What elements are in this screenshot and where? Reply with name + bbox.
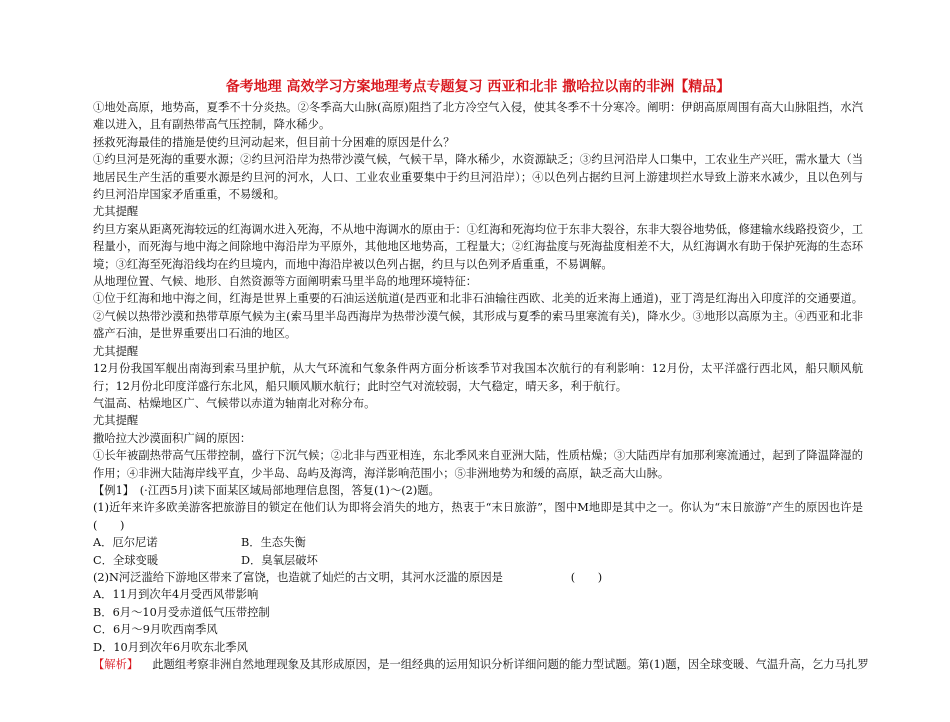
paragraph: ①约旦河是死海的重要水源；②约旦河沿岸为热带沙漠气候，气候干旱，降水稀少，水资源缺乏；③约旦河沿岸人口集中，工农业生产兴旺，需水量大（当地居民生产生活的重要水源是约旦河的河水，人口、工业农业重要集中于约旦河沿岸）；④以色列占据约旦河上游建坝拦水导致上游来水减少，且以色列与约旦河沿岸国家矛盾重重，不易缓和。 bbox=[93, 153, 863, 202]
analysis bbox=[93, 656, 869, 673]
paragraph: ①长年被副热带高气压带控制，盛行下沉气候；②北非与西亚相连，东北季风来自亚洲大陆，性质枯燥；③大陆西岸有加那利寒流通过，起到了降温降湿的作用；④非洲大陆海岸线平直，少半岛、岛屿及海湾，海洋影响范围小；⑤非洲地势为和缓的高原，缺乏高大山脉。 bbox=[93, 449, 863, 480]
note-heading: 尤其提醒 bbox=[93, 344, 139, 358]
example-heading: 【例1】 (·江西5月)读下面某区域局部地理信息图，答复(1)～(2)题。 bbox=[93, 483, 440, 497]
q2-option-b: B．6月～10月受赤道低气压带控制 bbox=[93, 605, 270, 619]
paragraph: 气温高、枯燥地区广、气候带以赤道为轴南北对称分布。 bbox=[93, 396, 376, 410]
option-a: A．厄尔尼诺 bbox=[93, 536, 158, 550]
question-1-options-row-1 bbox=[93, 534, 863, 551]
paragraph: 约旦方案从距离死海较远的红海调水进入死海，不从地中海调水的原由于：①红海和死海均位于东非大裂谷，东非大裂谷地势低，修建输水线路投资少，工程量小，而死海与地中海之间除地中海沿岸为平原外，其他地区地势高，工程量大；②红海盐度与死海盐度相差不大，从红海调水有助于保护死海的生态环境；③红海至死海沿线均在约旦境内，而地中海沿岸被以色列占据，约旦与以色列矛盾重重，不易调解。 bbox=[93, 222, 863, 271]
document-title: 备考地理 高效学习方案地理考点专题复习 西亚和北非 撒哈拉以南的非洲【精品】 bbox=[225, 79, 731, 95]
question-1-stem: (1)近年来许多欧美游客把旅游目的锁定在他们认为即将会消失的地方，热衷于“末日旅游”，图中M地即是其中之一。你认为“末日旅游”产生的原因也许是( ) bbox=[93, 501, 863, 532]
analysis-text: 此题组考察非洲自然地理现象及其形成原因，是一组经典的运用知识分析详细问题的能力型试题。第(1)题，因全球变暖、气温升高，乞力马扎罗 bbox=[152, 658, 869, 671]
note-heading: 尤其提醒 bbox=[93, 414, 139, 428]
analysis-label: 【解析】 bbox=[93, 658, 139, 671]
option-b: B．生态失衡 bbox=[241, 536, 306, 550]
document-page bbox=[93, 78, 869, 673]
paragraph: 撒哈拉大沙漠面积广阔的原因： bbox=[93, 431, 252, 445]
paragraph: 12月份我国军舰出南海到索马里护航，从大气环流和气象条件两方面分析该季节对我国本次航行的有利影响：12月份，太平洋盛行西北风，船只顺风航行；12月份北印度洋盛行东北风，船只顺风顺水航行；此时空气对流较弱，大气稳定，晴天多，利于航行。 bbox=[93, 362, 863, 393]
q2-option-a: A．11月到次年4月受西风带影响 bbox=[93, 588, 259, 602]
option-d: D．臭氧层破坏 bbox=[241, 553, 318, 567]
paragraph: 拯救死海最佳的措施是使约旦河动起来，但目前十分困难的原因是什么？ bbox=[93, 135, 455, 149]
paragraph: ①位于红海和地中海之间，红海是世界上重要的石油运送航道(是西亚和北非石油输往西欧、北美的近来海上通道)，亚丁湾是红海出入印度洋的交通要道。②气候以热带沙漠和热带草原气候为主(索马里半岛西海岸为热带沙漠气候，其形成与夏季的索马里寒流有关)，降水少。③地形以高原为主。④西亚和北非盛产石油，是世界重要出口石油的地区。 bbox=[93, 292, 863, 341]
note-heading: 尤其提醒 bbox=[93, 205, 139, 219]
paragraph: ①地处高原，地势高，夏季不十分炎热。②冬季高大山脉(高原)阻挡了北方冷空气入侵，使其冬季不十分寒冷。阐明：伊朗高原周围有高大山脉阻挡，水汽难以进入，且有副热带高气压控制，降水稀少。 bbox=[93, 101, 863, 132]
q2-option-d: D．10月到次年6月吹东北季风 bbox=[93, 640, 248, 654]
question-1-options-row-2 bbox=[93, 552, 863, 569]
paragraph: 从地理位置、气候、地形、自然资源等方面阐明索马里半岛的地理环境特征： bbox=[93, 275, 478, 289]
option-c: C．全球变暖 bbox=[93, 553, 159, 567]
question-2-stem: (2)N河泛滥给下游地区带来了富饶，也造就了灿烂的古文明，其河水泛滥的原因是 ( ) bbox=[93, 570, 603, 584]
q2-option-c: C．6月～9月吹西南季风 bbox=[93, 623, 218, 637]
